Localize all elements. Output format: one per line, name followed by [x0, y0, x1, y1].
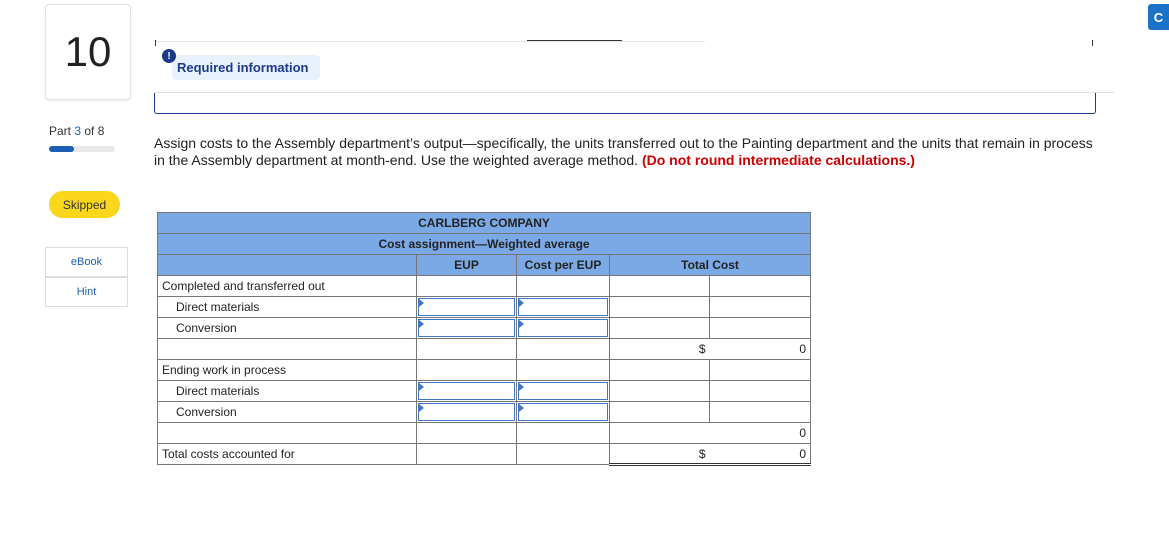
question-number: 10 — [45, 4, 131, 100]
completed-conv-label: Conversion — [158, 318, 417, 339]
ending-conv-eup-input[interactable] — [417, 402, 517, 423]
completed-dm-cost-input[interactable] — [517, 297, 610, 318]
ending-dm-eup-input[interactable] — [417, 381, 517, 402]
completed-conv-eup-input[interactable] — [417, 318, 517, 339]
part-indicator — [49, 124, 104, 138]
question-prompt — [154, 135, 1094, 169]
cell — [517, 276, 610, 297]
cell — [517, 339, 610, 360]
ending-dm-total — [610, 381, 710, 402]
completed-dm-total — [610, 297, 710, 318]
cell — [710, 381, 811, 402]
ending-conv-cost-input[interactable] — [517, 402, 610, 423]
completed-label: Completed and transferred out — [158, 276, 417, 297]
ending-conv-label: Conversion — [158, 402, 417, 423]
cell — [517, 423, 610, 444]
corner-tab-icon[interactable]: C — [1148, 4, 1169, 30]
header-blank — [158, 255, 417, 276]
cell — [610, 276, 710, 297]
part-label: Part — [49, 124, 75, 138]
cell — [710, 276, 811, 297]
cell — [517, 360, 610, 381]
total-value: 0 — [710, 444, 811, 465]
col-eup: EUP — [417, 255, 517, 276]
top-rule — [527, 40, 622, 41]
top-divider — [155, 41, 705, 42]
completed-dm-eup-input[interactable] — [417, 297, 517, 318]
top-tick-right — [1092, 40, 1093, 46]
cell — [710, 402, 811, 423]
cell — [417, 423, 517, 444]
ending-conv-total — [610, 402, 710, 423]
cell — [710, 297, 811, 318]
prompt-text: Assign costs to the Assembly department’s output—specifically, the units transferred out to the Painting department and the units that remain in process in the Assembly department at month-end. Use the weighted average method. — [154, 135, 1093, 168]
total-costs-label: Total costs accounted for — [158, 444, 417, 465]
top-tick-left — [155, 40, 156, 46]
info-icon: ! — [162, 49, 176, 63]
completed-conv-total — [610, 318, 710, 339]
cell — [417, 276, 517, 297]
cell — [610, 423, 710, 444]
completed-total-currency: $ — [610, 339, 710, 360]
status-badge: Skipped — [49, 191, 120, 218]
col-total-cost: Total Cost — [610, 255, 811, 276]
cell — [417, 444, 517, 465]
required-info-label: Required information — [177, 60, 309, 75]
completed-dm-label: Direct materials — [158, 297, 417, 318]
cell — [417, 339, 517, 360]
ending-total-value: 0 — [710, 423, 811, 444]
required-info-panel — [154, 93, 1096, 114]
total-currency: $ — [610, 444, 710, 465]
col-cost-per-eup: Cost per EUP — [517, 255, 610, 276]
cell — [158, 423, 417, 444]
ebook-button[interactable]: eBook — [45, 247, 128, 277]
hint-button[interactable]: Hint — [45, 277, 128, 307]
cell — [710, 318, 811, 339]
part-sep: of — [81, 124, 98, 138]
part-current: 3 — [74, 124, 82, 138]
required-info-tab[interactable] — [172, 55, 320, 80]
ending-dm-cost-input[interactable] — [517, 381, 610, 402]
ending-dm-label: Direct materials — [158, 381, 417, 402]
company-name: CARLBERG COMPANY — [158, 213, 811, 234]
cost-assignment-table — [157, 212, 811, 466]
cell — [158, 339, 417, 360]
progress-fill — [49, 146, 74, 152]
completed-conv-cost-input[interactable] — [517, 318, 610, 339]
ending-wip-label: Ending work in process — [158, 360, 417, 381]
prompt-emphasis: (Do not round intermediate calculations.) — [641, 152, 915, 168]
table-subtitle: Cost assignment—Weighted average — [158, 234, 811, 255]
cell — [517, 444, 610, 465]
cell — [610, 360, 710, 381]
cell — [710, 360, 811, 381]
cell — [417, 360, 517, 381]
part-total: 8 — [97, 124, 105, 138]
completed-total-value: 0 — [710, 339, 811, 360]
